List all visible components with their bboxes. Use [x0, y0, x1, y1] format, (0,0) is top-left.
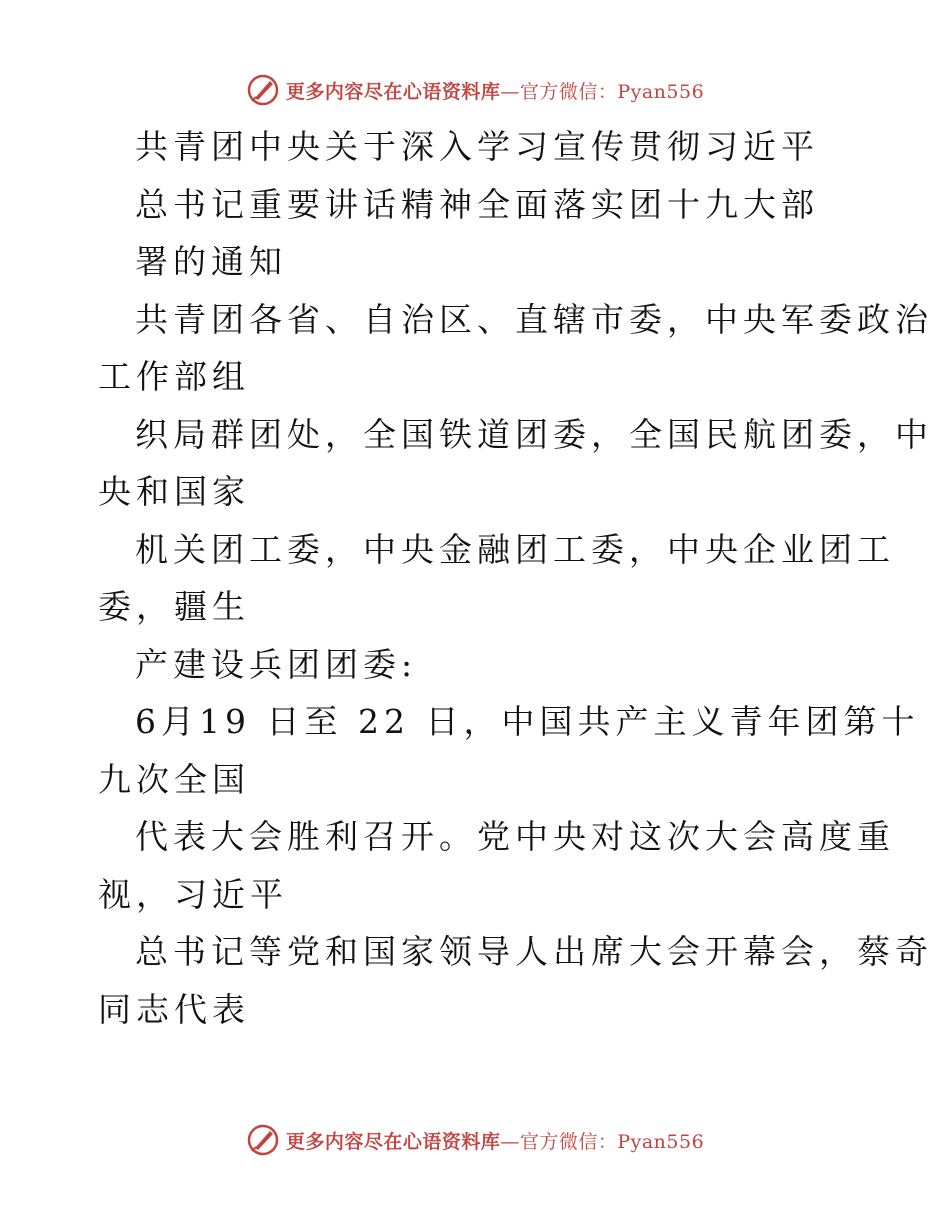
text-line: 机关团工委，中央金融团工委，中央企业团工: [135, 529, 895, 569]
quill-logo-icon: [246, 1123, 280, 1157]
text-line: 同志代表: [98, 989, 250, 1029]
text-line: 织局群团处，全国铁道团委，全国民航团委，中: [135, 414, 933, 454]
text-line: 总书记重要讲话精神全面落实团十九大部: [135, 184, 819, 224]
footer-watermark-text: 更多内容尽在心语资料库—官方微信：Pyan556: [285, 1130, 705, 1153]
text-line: 共青团中央关于深入学习宣传贯彻习近平: [135, 127, 819, 166]
text-line: 产建设兵团团委:: [135, 644, 418, 684]
text-line: 共青团各省、自治区、直辖市委，中央军委政治: [135, 299, 933, 339]
text-line: 代表大会胜利召开。党中央对这次大会高度重: [135, 817, 895, 856]
quill-logo-icon: [246, 73, 280, 107]
text-line: 署的通知: [135, 242, 287, 281]
text-line: 央和国家: [98, 472, 250, 511]
text-line: 视，习近平: [98, 874, 288, 914]
text-line: 委，疆生: [98, 587, 250, 626]
header-watermark: [0, 70, 950, 110]
text-line: 6月19 日至 22 日，中国共产主义青年团第十: [135, 702, 920, 741]
text-line: 九次全国: [98, 759, 250, 799]
document-body: [98, 118, 933, 1038]
text-line: 工作部组: [98, 357, 250, 396]
footer-watermark: [0, 1120, 950, 1160]
text-line: 总书记等党和国家领导人出席大会开幕会，蔡奇: [135, 932, 933, 971]
header-watermark-text: 更多内容尽在心语资料库—官方微信：Pyan556: [285, 80, 705, 103]
